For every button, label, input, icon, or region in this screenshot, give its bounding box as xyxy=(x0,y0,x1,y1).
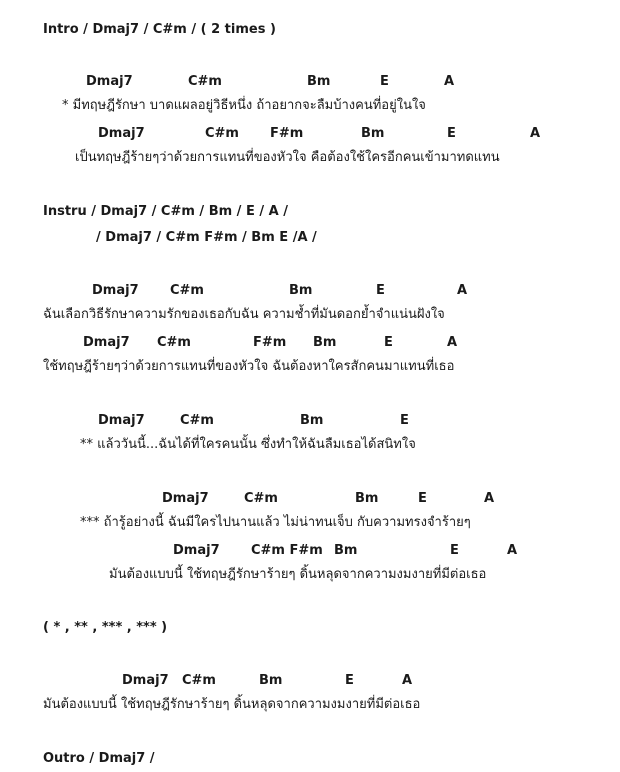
lyric-line: ** แล้ววันนี้...ฉันได้ที่ใครคนนั้น ซึ่งทำให้ฉันลืมเธอได้สนิทใจ xyxy=(80,437,416,452)
chord: Bm xyxy=(334,543,358,558)
chord: E xyxy=(418,491,427,506)
intro-line: Intro / Dmaj7 / C#m / ( 2 times ) xyxy=(43,22,276,37)
chord: C#m xyxy=(170,283,204,298)
lyric-line: เป็นทฤษฎีร้ายๆว่าด้วยการแทนที่ของหัวใจ คือต้องใช้ใครอีกคนเข้ามาทดแทน xyxy=(75,150,500,165)
chord: Bm xyxy=(313,335,337,350)
chord: A xyxy=(530,126,541,141)
chord: Dmaj7 xyxy=(92,283,139,298)
chord: Dmaj7 xyxy=(98,126,145,141)
chord: A xyxy=(484,491,495,506)
chord: Bm xyxy=(259,673,283,688)
chord: E xyxy=(447,126,456,141)
instru-line-1: Instru / Dmaj7 / C#m / Bm / E / A / xyxy=(43,204,288,219)
chord: E xyxy=(376,283,385,298)
chord: A xyxy=(447,335,458,350)
lyric-line: *** ถ้ารู้อย่างนี้ ฉันมีใครไปนานแล้ว ไม่น่าทนเจ็บ กับความทรงจำร้ายๆ xyxy=(80,515,471,530)
chord: C#m F#m xyxy=(251,543,323,558)
chord: C#m xyxy=(244,491,278,506)
chord: F#m xyxy=(253,335,287,350)
chord: Dmaj7 xyxy=(98,413,145,428)
chord: Bm xyxy=(361,126,385,141)
lyric-line: ฉันเลือกวิธีรักษาความรักของเธอกับฉัน ความช้ำที่มันดอกย้ำจำแน่นฝังใจ xyxy=(43,307,445,322)
lyric-line: ใช้ทฤษฎีร้ายๆว่าด้วยการแทนที่ของหัวใจ ฉันต้องหาใครสักคนมาแทนที่เธอ xyxy=(43,359,455,374)
chord: Bm xyxy=(300,413,324,428)
repeat-line: ( * , ** , *** , *** ) xyxy=(43,620,168,635)
instru-line-2: / Dmaj7 / C#m F#m / Bm E /A / xyxy=(96,230,317,245)
chord: E xyxy=(384,335,393,350)
chord: F#m xyxy=(270,126,304,141)
chord: Bm xyxy=(355,491,379,506)
chord: C#m xyxy=(180,413,214,428)
chord: C#m xyxy=(182,673,216,688)
chord: Bm xyxy=(289,283,313,298)
chord: Dmaj7 xyxy=(83,335,130,350)
chord: C#m xyxy=(157,335,191,350)
chord: E xyxy=(400,413,409,428)
chord: A xyxy=(444,74,455,89)
chord: A xyxy=(402,673,413,688)
chord: E xyxy=(380,74,389,89)
chord: E xyxy=(345,673,354,688)
lyric-line: มันต้องแบบนี้ ใช้ทฤษฎีรักษาร้ายๆ ดิ้นหลุดจากความงมงายที่มีต่อเธอ xyxy=(109,567,487,582)
chord: Dmaj7 xyxy=(86,74,133,89)
chord: Dmaj7 xyxy=(173,543,220,558)
lyric-line: * มีทฤษฎีรักษา บาดแผลอยู่วิธีหนึ่ง ถ้าอยากจะลืมบ้างคนที่อยู่ในใจ xyxy=(62,98,426,113)
outro-line: Outro / Dmaj7 / xyxy=(43,751,155,766)
chord: C#m xyxy=(205,126,239,141)
chord: Bm xyxy=(307,74,331,89)
chord: A xyxy=(457,283,468,298)
chord: C#m xyxy=(188,74,222,89)
chord: Dmaj7 xyxy=(162,491,209,506)
chord: A xyxy=(507,543,518,558)
chord: E xyxy=(450,543,459,558)
chord: Dmaj7 xyxy=(122,673,169,688)
lyric-line: มันต้องแบบนี้ ใช้ทฤษฎีรักษาร้ายๆ ดิ้นหลุดจากความงมงายที่มีต่อเธอ xyxy=(43,697,421,712)
